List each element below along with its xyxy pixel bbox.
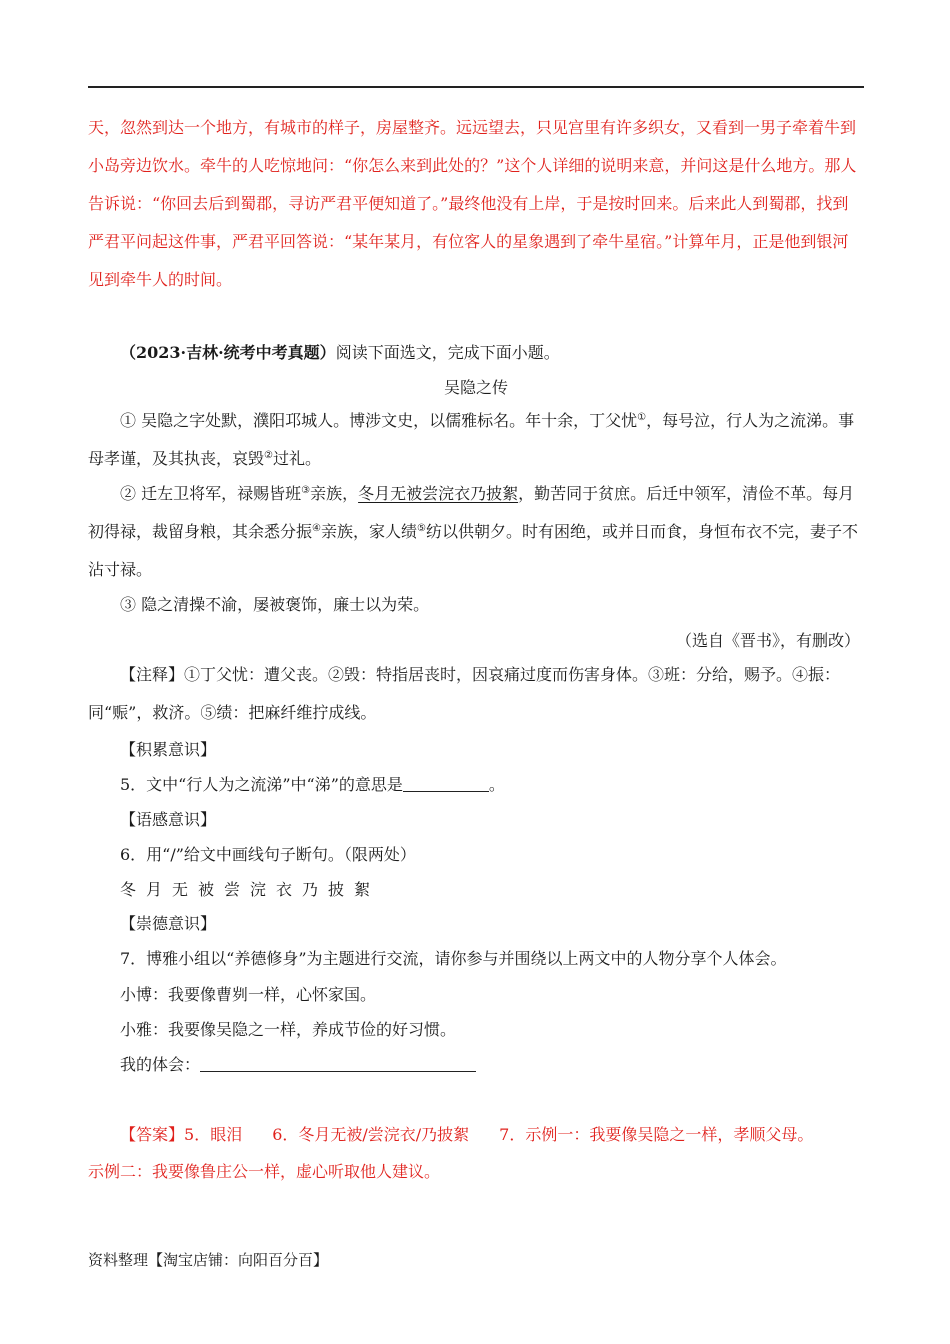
- answer-line: [120, 1122, 813, 1145]
- footnote-ref-2: ②: [264, 450, 273, 461]
- footnote-ref-3: ③: [301, 485, 311, 496]
- passage-paragraph-1: ① 吴隐之字处默，濮阳邛城人。博涉文史，以儒雅标名。年十余，丁父忧①，每号泣，行人为之流涕。事母孝谨，及其执丧，哀毁②过礼。: [88, 411, 855, 468]
- section-virtue: 【崇德意识】: [120, 914, 217, 933]
- question-heading: [120, 340, 560, 363]
- question-7: 7．博雅小组以“养德修身”为主题进行交流，请你参与并围绕以上两文中的人物分享个人体会。: [120, 949, 787, 968]
- underlined-sentence: 冬月无被尝浣衣乃披絮: [358, 484, 519, 503]
- answer-5: 5．眼泪: [184, 1125, 243, 1144]
- passage-paragraph-3: ③ 隐之清操不渝，屡被褒饰，廉士以为荣。: [120, 595, 430, 614]
- question-6: 6．用“/”给文中画线句子断句。（限两处）: [120, 845, 416, 864]
- footer-note: 资料整理【淘宝店铺：向阳百分百】: [88, 1251, 329, 1269]
- answer-7-example-2: 示例二：我要像鲁庄公一样，虚心听取他人建议。: [88, 1162, 441, 1181]
- passage-title: 吴隐之传: [443, 378, 508, 397]
- question-6-sentence: 冬月无被尝浣衣乃披絮: [120, 880, 381, 899]
- passage-paragraph-2: ② 迁左卫将军，禄赐皆班③亲族，冬月无被尝浣衣乃披絮，勤苦同于贫庶。后迁中领军，清俭不革。每月初得禄，裁留身粮，其余悉分振④亲族，家人绩⑤纺以供朝夕。时有困绝，或并日而食，身恒布衣不完，妻子不沾寸禄。: [88, 484, 858, 579]
- footnote-ref-4: ④: [312, 523, 321, 534]
- annotations: 【注释】①丁父忧：遭父丧。②毁：特指居丧时，因哀痛过度而伤害身体。③班：分给，赐予。④振：同“赈”，救济。⑤绩：把麻纤维拧成线。: [88, 665, 841, 722]
- section-language-sense: 【语感意识】: [120, 810, 217, 829]
- question-7-xiaobo: 小博：我要像曹刿一样，心怀家国。: [120, 985, 377, 1004]
- answer-6: 6．冬月无被/尝浣衣/乃披絮: [272, 1125, 470, 1144]
- answer-7: 7．示例一：我要像吴隐之一样，孝顺父母。: [499, 1125, 814, 1144]
- header-rule: [88, 86, 864, 88]
- translation-paragraph: 天，忽然到达一个地方，有城市的样子，房屋整齐。远远望去，只见宫里有许多织女，又看到一男子牵着牛到小岛旁边饮水。牵牛的人吃惊地问：“你怎么来到此处的？”这个人详细的说明来意，并问这是什么地方。那人告诉说：“你回去后到蜀郡，寻访严君平便知道了。”最终他没有上岸，于是按时回来。后来此人到蜀郡，找到严君平问起这件事，严君平回答说：“某年某月，有位客人的星象遇到了牵牛星宿。”计算年月，正是他到银河见到牵牛人的时间。: [88, 118, 857, 289]
- footnote-ref-1: ①: [637, 412, 647, 423]
- question-7-xiaoya: 小雅：我要像吴隐之一样，养成节俭的好习惯。: [120, 1020, 457, 1039]
- section-accumulation: 【积累意识】: [120, 740, 217, 759]
- answer-blank-5[interactable]: [403, 775, 489, 792]
- answer-blank-7[interactable]: [200, 1055, 476, 1072]
- source-note: （选自《晋书》，有删改）: [675, 631, 860, 650]
- question-source: （2023·吉林·统考中考真题）: [120, 343, 336, 362]
- answer-label: 【答案】: [120, 1125, 185, 1144]
- question-7-mine: 我的体会：: [120, 1052, 476, 1075]
- question-5: 5．文中“行人为之流涕”中“涕”的意思是 。: [120, 775, 505, 794]
- footnote-ref-5: ⑤: [417, 523, 426, 534]
- question-intro: 阅读下面选文，完成下面小题。: [335, 343, 560, 362]
